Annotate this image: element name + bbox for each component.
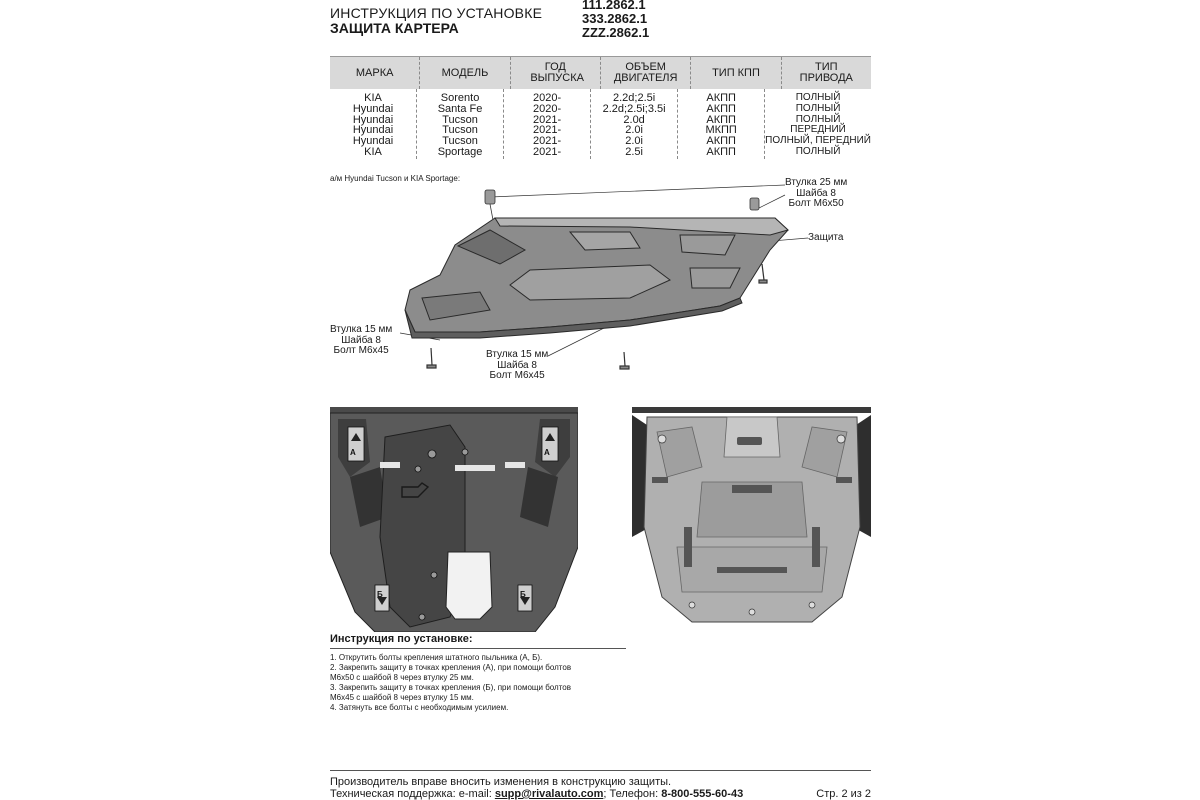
mark-b-right: Б [520,590,526,599]
table-cell: Sportage [437,145,483,158]
table-cell: АКПП [706,102,736,115]
guard-plate [405,218,788,338]
table-cell: ПОЛНЫЙ [795,102,841,114]
table-cell: Hyundai [352,113,394,126]
support-email-link[interactable]: supp@rivalauto.com [494,788,604,800]
product-code: 333.2862.1 [582,11,648,26]
table-cell: Hyundai [352,102,394,115]
table-cell: 2.2d;2.5i [613,92,656,104]
hardware-label-left: Втулка 15 мм Шайба 8 Болт М6х45 [330,324,393,356]
table-cell: АКПП [706,92,736,104]
header-engine: ОБЪЕМ ДВИГАТЕЛЯ [601,57,691,89]
mark-a-left: А [350,448,356,457]
table-cell: Tucson [442,135,478,148]
instruction-step: 3. Закрепить защиту в точках крепления (Б), при помощи болтов [330,683,571,692]
table-cell: АКПП [706,145,736,158]
table-cell: ПОЛНЫЙ [795,145,841,157]
product-code: ZZZ.2862.1 [582,25,650,40]
footer-support [330,788,743,800]
hardware-label-bottom: Втулка 15 мм Шайба 8 Болт М6х45 [486,349,549,381]
table-cell: 2021- [533,113,562,126]
table-cell: МКПП [705,124,737,137]
installed-guard-photo [632,407,871,632]
table-cell: ПОЛНЫЙ, ПЕРЕДНИЙ [765,135,871,147]
column-year [504,89,591,159]
bolt-center-icon [620,352,629,369]
instruction-step: 1. Открутить болты крепления штатного пыльника (А, Б). [330,653,543,662]
bolt-left-icon [427,348,436,368]
table-cell: 2020- [533,92,562,104]
mark-b-left: Б [377,590,383,599]
instruction-step: М6х45 с шайбой 8 через втулку 15 мм. [330,693,474,702]
table-cell: Sorento [440,92,480,104]
vehicle-caption: а/м Hyundai Tucson и KIA Sportage: [330,174,461,183]
hardware-label-top-right: Втулка 25 мм Шайба 8 Болт М6х50 [785,177,848,209]
column-engine [591,89,678,159]
table-cell: АКПП [706,113,736,126]
table-cell: 2021- [533,135,562,148]
table-cell: 2.0d [623,113,645,126]
column-model [417,89,504,159]
divider [330,648,626,649]
page-number: Стр. 2 из 2 [816,788,871,800]
header-brand: МАРКА [330,57,420,89]
table-cell: KIA [364,145,382,158]
table-cell: ПЕРЕДНИЙ [790,124,846,136]
table-cell: KIA [364,92,382,104]
table-cell: ПОЛНЫЙ [795,113,841,125]
column-drive [765,89,871,159]
table-cell: 2.5i [625,145,643,158]
table-cell: Tucson [442,113,478,126]
table-header [330,56,871,89]
applicability-table [330,56,871,159]
table-cell: 2021- [533,145,562,158]
product-code: 111.2862.1 [582,0,646,12]
table-cell: АКПП [706,135,736,148]
table-cell: Hyundai [352,135,394,148]
table-body [330,89,871,159]
column-transmission [678,89,765,159]
table-cell: ПОЛНЫЙ [795,92,841,103]
footer-divider [330,770,871,771]
table-cell: Tucson [442,124,478,137]
mark-a-right: А [544,448,550,457]
table-cell: 2.0i [625,135,643,148]
guard-label: Защита [808,232,844,243]
instructions-title: Инструкция по установке: [330,633,473,645]
column-brand [330,89,417,159]
bushing-top-left-icon [485,190,495,220]
header-drive: ТИП ПРИВОДА [799,61,853,84]
bolt-right-icon [759,264,767,283]
product-codes [582,0,649,40]
footer-notice: Производитель вправе вносить изменения в конструкцию защиты. [330,776,672,788]
table-cell: Santa Fe [437,102,483,115]
header-transmission: ТИП КПП [691,57,781,89]
underbody-photo [330,407,578,632]
header-year: ГОД ВЫПУСКА [511,57,601,89]
table-cell: Hyundai [352,124,394,137]
instructions-steps [330,653,630,713]
document-title [330,6,542,36]
instruction-step: 4. Затянуть все болты с необходимым усилием. [330,703,509,712]
table-cell: 2021- [533,124,562,137]
phone-label: ; Телефон: [603,788,662,800]
header-model: МОДЕЛЬ [420,57,510,89]
title-line-1: ИНСТРУКЦИЯ ПО УСТАНОВКЕ [330,5,543,21]
instruction-step: 2. Закрепить защиту в точках крепления (А), при помощи болтов [330,663,572,672]
title-line-2: ЗАЩИТА КАРТЕРА [330,20,459,36]
support-phone: 8-800-555-60-43 [661,788,744,800]
instruction-step: М6х50 с шайбой 8 через втулку 25 мм. [330,673,474,682]
table-cell: 2020- [533,102,562,115]
support-label: Техническая поддержка: e-mail: [330,788,495,800]
table-cell: 2.2d;2.5i;3.5i [602,102,666,115]
bushing-top-right-icon [750,198,759,210]
table-cell: 2.0i [625,124,643,137]
